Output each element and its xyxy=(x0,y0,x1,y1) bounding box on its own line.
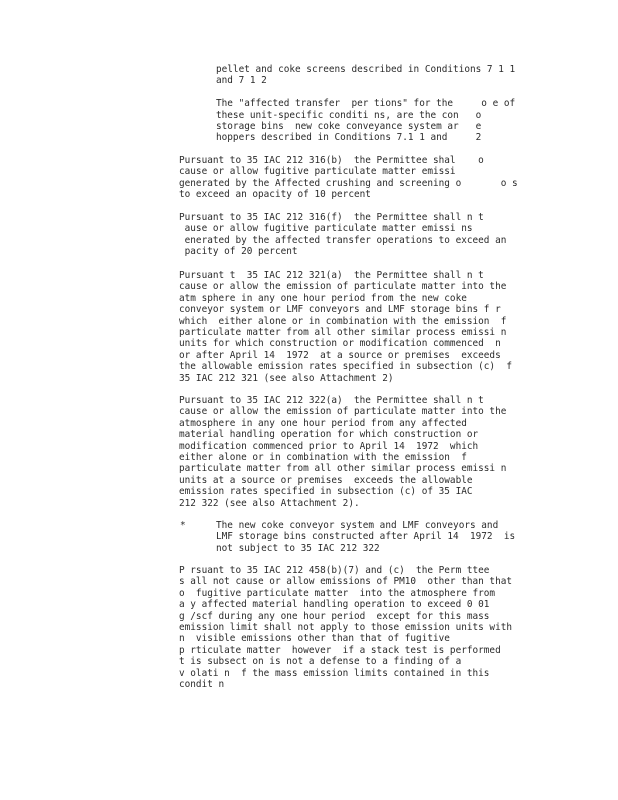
text-line: emission rates specified in subsection (c) of 35 IAC xyxy=(179,486,473,498)
text-line: modification commenced prior to April 14 1972 which xyxy=(179,440,479,452)
text-line: to exceed an opacity of 10 percent xyxy=(179,189,371,201)
text-line: atm sphere in any one hour period from the new coke xyxy=(179,292,467,304)
text-line: pellet and coke screens described in Conditions 7 1 1 xyxy=(216,64,516,75)
text-line: The "affected transfer per tions" for the o e of xyxy=(216,98,516,110)
text-line: a y affected material handling operation to exceed 0 01 xyxy=(179,599,490,611)
text-line: and 7 1 2 xyxy=(216,75,267,87)
paragraph-212-322a xyxy=(179,395,506,509)
text-line: Pursuant t 35 IAC 212 321(a) the Permittee shall n t xyxy=(179,270,484,281)
text-line: which either alone or in combination with the emission f xyxy=(179,315,507,327)
text-line: material handling operation for which construction or xyxy=(179,429,479,441)
text-line: cause or allow the emission of particulate matter into the xyxy=(179,406,507,418)
text-line: p rticulate matter however if a stack test is performed xyxy=(179,644,501,656)
text-line: o fugitive particulate matter into the atmosphere from xyxy=(179,587,496,599)
text-line: Pursuant to 35 IAC 212 316(f) the Permittee shall n t xyxy=(179,212,484,223)
paragraph-212-458 xyxy=(179,565,512,690)
footnote-block xyxy=(216,520,515,554)
text-line: cause or allow the emission of particulate matter into the xyxy=(179,281,507,293)
text-line: g /scf during any one hour period except for this mass xyxy=(179,610,490,622)
text-line: Pursuant to 35 IAC 212 316(b) the Permittee shal o xyxy=(179,155,484,166)
text-line: The new coke conveyor system and LMF conveyors and xyxy=(216,520,499,531)
text-line: conveyor system or LMF conveyors and LMF storage bins f r xyxy=(179,304,501,316)
text-line: LMF storage bins constructed after April 14 1972 is xyxy=(216,531,516,543)
text-line: Pursuant to 35 IAC 212 322(a) the Permittee shall n t xyxy=(179,395,484,406)
text-line: atmosphere in any one hour period from any affected xyxy=(179,417,467,429)
text-line: not subject to 35 IAC 212 322 xyxy=(216,542,380,554)
text-line: units for which construction or modification commenced n xyxy=(179,338,501,350)
text-line: particulate matter from all other similar process emissi n xyxy=(179,327,507,339)
text-line: hoppers described in Conditions 7.1 1 and 2 xyxy=(216,132,482,144)
text-line: enerated by the affected transfer operations to exceed an xyxy=(179,234,507,246)
text-line: storage bins new coke conveyance system ar e xyxy=(216,121,482,133)
text-line: 212 322 (see also Attachment 2). xyxy=(179,497,360,509)
text-line: emission limit shall not apply to those emission units with xyxy=(179,622,513,634)
text-line: cause or allow fugitive particulate matter emissi xyxy=(179,166,456,178)
text-line: units at a source or premises exceeds the allowable xyxy=(179,474,473,486)
text-line: generated by the Affected crushing and screening o o s xyxy=(179,177,518,189)
text-line: t is subsect on is not a defense to a finding of a xyxy=(179,656,462,668)
text-line: the allowable emission rates specified in subsection (c) f xyxy=(179,361,513,373)
text-line: v olati n f the mass emission limits contained in this xyxy=(179,667,490,679)
text-line xyxy=(216,87,515,98)
text-line: either alone or in combination with the emission f xyxy=(179,452,467,464)
text-line: condit n xyxy=(179,679,225,691)
paragraph-212-316f xyxy=(179,212,506,258)
paragraph-212-316b xyxy=(179,155,518,201)
text-line: pacity of 20 percent xyxy=(179,246,298,258)
text-line: s all not cause or allow emissions of PM10 other than that xyxy=(179,576,513,588)
text-line: particulate matter from all other similar process emissi n xyxy=(179,463,507,475)
text-line: n visible emissions other than that of fugitive xyxy=(179,633,450,645)
text-line: P rsuant to 35 IAC 212 458(b)(7) and (c) the Perm ttee xyxy=(179,565,490,576)
paragraph-212-321a xyxy=(179,270,512,384)
text-line: these unit-specific conditi ns, are the con o xyxy=(216,109,482,121)
text-line: or after April 14 1972 at a source or premises exceeds xyxy=(179,349,501,361)
footnote-marker: * xyxy=(180,520,186,531)
conditions-intro-block xyxy=(216,64,515,144)
text-line: ause or allow fugitive particulate matter emissi ns xyxy=(179,223,473,235)
text-line: 35 IAC 212 321 (see also Attachment 2) xyxy=(179,372,394,384)
